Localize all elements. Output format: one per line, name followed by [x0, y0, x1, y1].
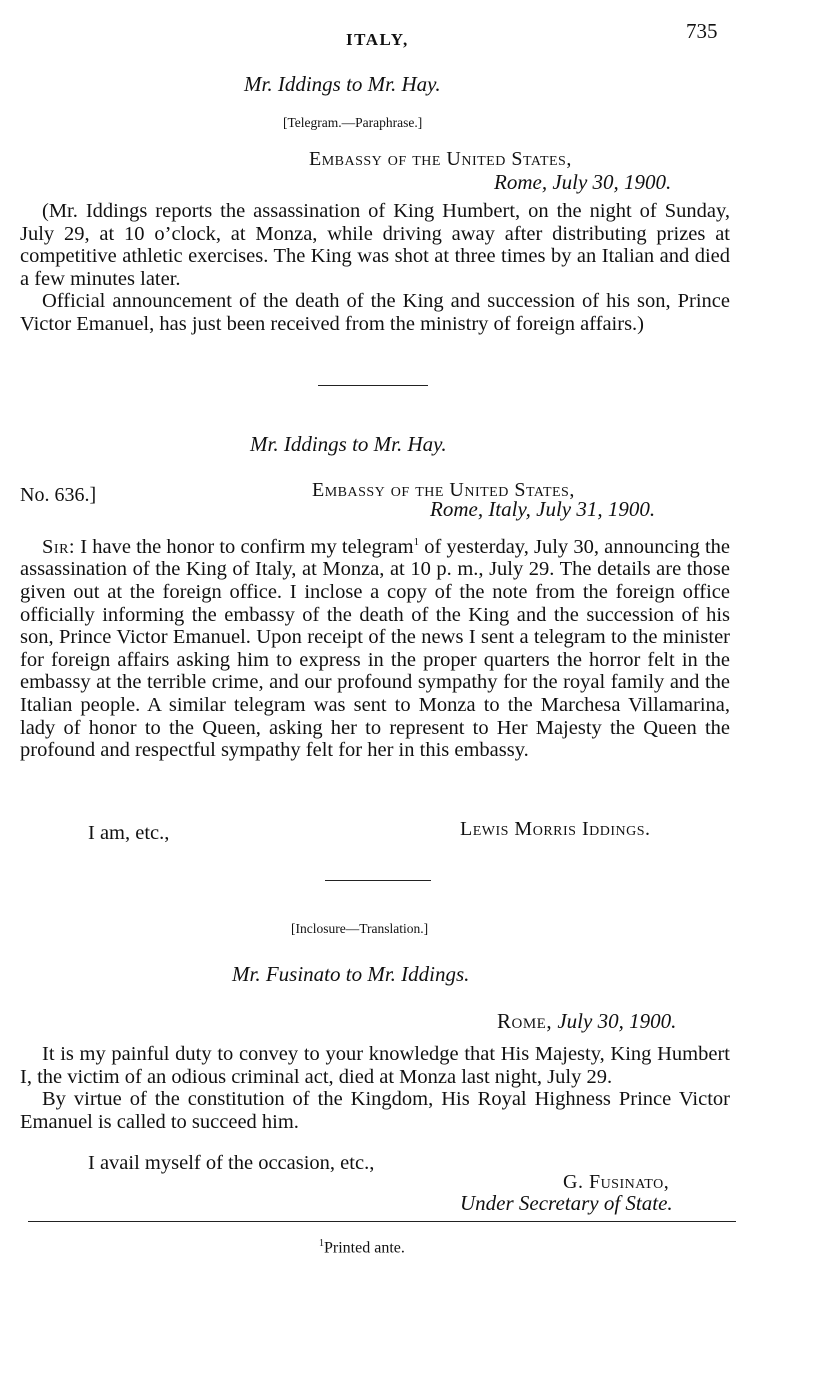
inclosure-signature-title: Under Secretary of State.: [460, 1191, 673, 1215]
letter1-dateline: Rome, July 30, 1900.: [494, 170, 672, 194]
inclosure-title: Mr. Fusinato to Mr. Iddings.: [232, 962, 470, 986]
inclosure-label: [Inclosure—Translation.]: [291, 921, 429, 936]
letter2-closing: I am, etc.,: [88, 822, 170, 844]
letter2-paragraph: [20, 531, 730, 762]
letter2-from: Embassy of the United States,: [312, 479, 575, 501]
inclosure-paragraph: It is my painful duty to convey to your knowledge that His Majesty, King Humbert I, the victim of an odious criminal act, died at Monza last night, July 29.: [20, 1043, 730, 1088]
salutation: Sir:: [42, 535, 76, 558]
running-title: ITALY,: [346, 30, 409, 49]
letter1-paragraph: (Mr. Iddings reports the assassination of King Humbert, on the night of Sunday, July 29, at 10 o’clock, at Monza, while driving away after distributing prizes at competitive athletic exercises. The King was shot at three times by an Italian and died a few minutes later.: [20, 200, 730, 290]
dateline-place: Rome,: [497, 1009, 553, 1033]
letter2-text-a: I have the honor to confirm my telegram: [75, 535, 414, 558]
inclosure-dateline: [497, 1009, 676, 1034]
inclosure-body: [20, 1043, 730, 1133]
letter1-from: Embassy of the United States,: [309, 148, 572, 170]
footnote-text: Printed ante.: [324, 1239, 405, 1257]
letter2-signature: Lewis Morris Iddings.: [460, 818, 651, 840]
footnote: [319, 1238, 405, 1257]
letter2-dateline: Rome, Italy, July 31, 1900.: [430, 497, 656, 521]
section-divider: [325, 880, 431, 881]
footnote-rule: [28, 1221, 736, 1222]
inclosure-signature: G. Fusinato,: [563, 1171, 670, 1193]
letter2-number: No. 636.]: [20, 484, 97, 506]
dateline-date: July 30, 1900.: [552, 1009, 677, 1033]
footnote-reference: 1: [413, 536, 420, 548]
inclosure-closing: I avail myself of the occasion, etc.,: [88, 1152, 375, 1174]
letter1-subtitle: [Telegram.—Paraphrase.]: [283, 115, 423, 130]
letter1-body: [20, 200, 730, 336]
letter2-title: Mr. Iddings to Mr. Hay.: [250, 432, 447, 456]
page-number: 735: [686, 19, 718, 43]
letter2-body: [20, 531, 730, 762]
section-divider: [318, 385, 428, 386]
footnote-marker: 1: [319, 1238, 324, 1249]
letter1-title: Mr. Iddings to Mr. Hay.: [244, 72, 441, 96]
letter1-paragraph: Official announcement of the death of the King and succession of his son, Prince Victor Emanuel, has just been received from the ministry of foreign affairs.): [20, 290, 730, 335]
letter2-text-b: of yesterday, July 30, announcing the assassination of the King of Italy, at Monza, at 10 p. m., July 29. The details are those given out at the foreign office. I inclose a copy of the note from the foreign office officially informing the embassy of the death of the King and the succession of his son, Prince Victor Emanuel. Upon receipt of the news I sent a telegram to the minister for foreign affairs asking him to express in the proper quarters the horror felt in the embassy at the terrible crime, and our profound sympathy for the royal family and the Italian people. A similar telegram was sent to Monza to the Marchesa Villamarina, lady of honor to the Queen, asking her to represent to Her Majesty the Queen the profound and respectful sympathy felt for her in this embassy.: [20, 535, 731, 762]
inclosure-paragraph: By virtue of the constitution of the Kingdom, His Royal Highness Prince Victor Emanuel is called to succeed him.: [20, 1088, 730, 1133]
